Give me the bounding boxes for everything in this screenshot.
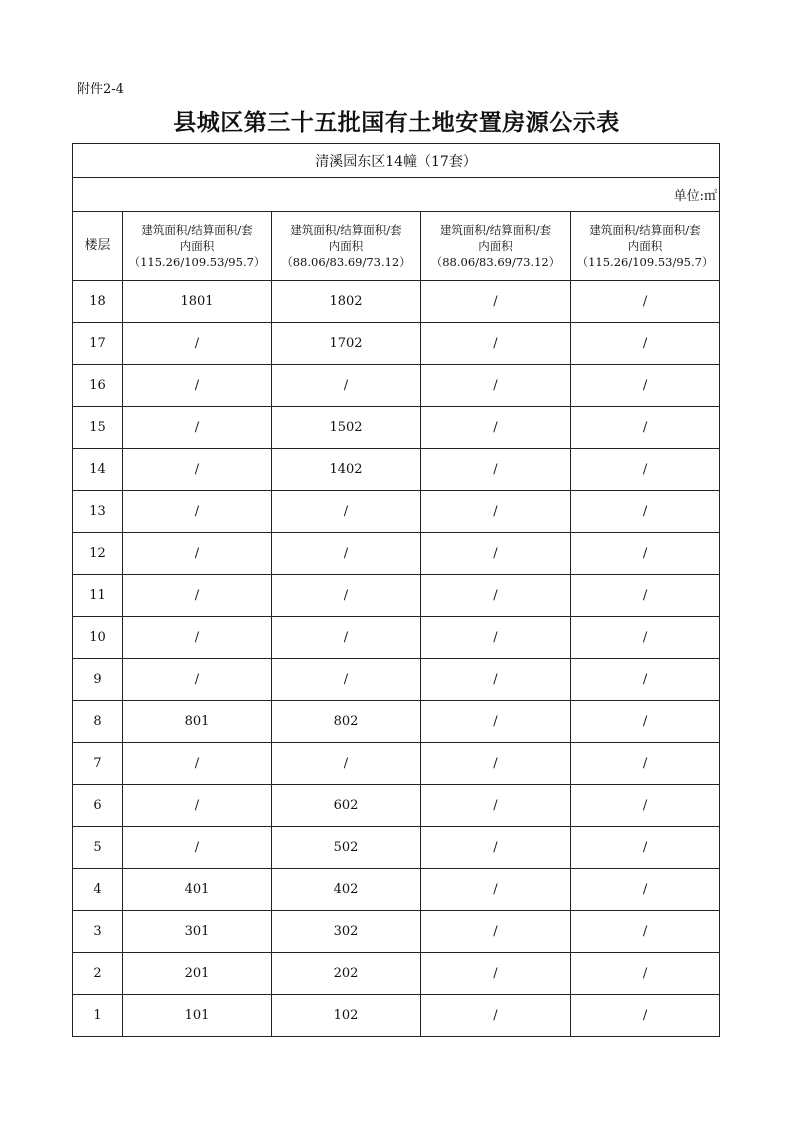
column-header-line3: （115.26/109.53/95.7） bbox=[576, 255, 714, 269]
unit-cell: 801 bbox=[123, 701, 272, 743]
table-row bbox=[73, 617, 720, 659]
table-row bbox=[73, 701, 720, 743]
unit-cell: / bbox=[123, 743, 272, 785]
unit-cell: / bbox=[571, 323, 720, 365]
attachment-label: 附件2-4 bbox=[77, 82, 124, 97]
floor-cell: 16 bbox=[73, 365, 123, 407]
floor-cell: 15 bbox=[73, 407, 123, 449]
unit-cell: / bbox=[123, 407, 272, 449]
column-header bbox=[123, 212, 272, 281]
unit-cell: / bbox=[421, 365, 571, 407]
table-row bbox=[73, 407, 720, 449]
unit-cell: / bbox=[421, 281, 571, 323]
table-row bbox=[73, 365, 720, 407]
unit-cell: / bbox=[123, 827, 272, 869]
unit-cell: / bbox=[571, 785, 720, 827]
table-row bbox=[73, 281, 720, 323]
unit-cell: / bbox=[123, 491, 272, 533]
unit-cell: / bbox=[421, 827, 571, 869]
table-row bbox=[73, 827, 720, 869]
floor-cell: 6 bbox=[73, 785, 123, 827]
unit-cell: 1702 bbox=[272, 323, 421, 365]
floor-cell: 7 bbox=[73, 743, 123, 785]
unit-cell: / bbox=[421, 743, 571, 785]
housing-table bbox=[72, 143, 720, 1037]
unit-cell: 1402 bbox=[272, 449, 421, 491]
table-row bbox=[73, 323, 720, 365]
column-header-line1: 建筑面积/结算面积/套 bbox=[589, 223, 701, 237]
unit-cell: / bbox=[421, 785, 571, 827]
table-row bbox=[73, 575, 720, 617]
unit-cell: 401 bbox=[123, 869, 272, 911]
unit-cell: / bbox=[123, 323, 272, 365]
floor-cell: 8 bbox=[73, 701, 123, 743]
unit-cell: / bbox=[421, 407, 571, 449]
unit-cell: 1801 bbox=[123, 281, 272, 323]
unit-cell: / bbox=[571, 743, 720, 785]
unit-cell: 302 bbox=[272, 911, 421, 953]
column-header-line1: 建筑面积/结算面积/套 bbox=[439, 223, 552, 237]
column-header-line1: 建筑面积/结算面积/套 bbox=[141, 223, 253, 237]
unit-cell: 502 bbox=[272, 827, 421, 869]
table-row bbox=[73, 659, 720, 701]
unit-cell: / bbox=[571, 575, 720, 617]
unit-cell: / bbox=[421, 953, 571, 995]
floor-cell: 17 bbox=[73, 323, 123, 365]
column-header-line2: 内面积 bbox=[328, 239, 364, 253]
column-header bbox=[272, 212, 421, 281]
unit-cell: 1802 bbox=[272, 281, 421, 323]
column-header-line3: （88.06/83.69/73.12） bbox=[430, 255, 561, 269]
header-row bbox=[73, 212, 720, 281]
floor-cell: 13 bbox=[73, 491, 123, 533]
unit-cell: / bbox=[421, 701, 571, 743]
unit-cell: / bbox=[421, 911, 571, 953]
unit-cell: / bbox=[421, 575, 571, 617]
unit-cell: / bbox=[571, 449, 720, 491]
unit-cell: / bbox=[123, 533, 272, 575]
unit-cell: / bbox=[123, 785, 272, 827]
unit-cell: 202 bbox=[272, 953, 421, 995]
unit-cell: / bbox=[123, 449, 272, 491]
table-subtitle: 清溪园东区14幢（17套） bbox=[73, 144, 720, 178]
table-row bbox=[73, 785, 720, 827]
table-row bbox=[73, 449, 720, 491]
unit-cell: / bbox=[571, 869, 720, 911]
floor-cell: 14 bbox=[73, 449, 123, 491]
unit-cell: / bbox=[571, 911, 720, 953]
unit-cell: / bbox=[272, 491, 421, 533]
floor-cell: 11 bbox=[73, 575, 123, 617]
column-header-line3: （88.06/83.69/73.12） bbox=[281, 255, 411, 269]
unit-cell: / bbox=[272, 617, 421, 659]
unit-cell: 101 bbox=[123, 995, 272, 1037]
unit-cell: 602 bbox=[272, 785, 421, 827]
unit-cell: / bbox=[571, 995, 720, 1037]
floor-header: 楼层 bbox=[73, 212, 123, 281]
page-title: 县城区第三十五批国有土地安置房源公示表 bbox=[173, 109, 620, 136]
table-row bbox=[73, 491, 720, 533]
unit-cell: 402 bbox=[272, 869, 421, 911]
unit-cell: / bbox=[571, 617, 720, 659]
unit-label: 单位:㎡ bbox=[73, 178, 720, 212]
column-header bbox=[421, 212, 571, 281]
column-header-line2: 内面积 bbox=[627, 239, 663, 253]
unit-cell: / bbox=[571, 827, 720, 869]
unit-cell: / bbox=[272, 365, 421, 407]
floor-cell: 1 bbox=[73, 995, 123, 1037]
unit-cell: / bbox=[571, 701, 720, 743]
unit-cell: / bbox=[421, 491, 571, 533]
unit-cell: / bbox=[571, 491, 720, 533]
column-header-line1: 建筑面积/结算面积/套 bbox=[290, 223, 402, 237]
unit-cell: 201 bbox=[123, 953, 272, 995]
column-header-line2: 内面积 bbox=[478, 239, 513, 253]
unit-cell: / bbox=[272, 743, 421, 785]
floor-cell: 2 bbox=[73, 953, 123, 995]
unit-cell: / bbox=[571, 953, 720, 995]
unit-cell: / bbox=[123, 575, 272, 617]
unit-cell: 102 bbox=[272, 995, 421, 1037]
unit-cell: / bbox=[421, 449, 571, 491]
unit-cell: / bbox=[421, 995, 571, 1037]
table-row bbox=[73, 995, 720, 1037]
unit-cell: / bbox=[571, 407, 720, 449]
unit-cell: 802 bbox=[272, 701, 421, 743]
table-row bbox=[73, 953, 720, 995]
unit-row bbox=[73, 178, 720, 212]
table-row bbox=[73, 911, 720, 953]
unit-cell: / bbox=[421, 617, 571, 659]
unit-cell: / bbox=[571, 533, 720, 575]
floor-cell: 5 bbox=[73, 827, 123, 869]
unit-cell: / bbox=[421, 659, 571, 701]
unit-cell: / bbox=[123, 365, 272, 407]
table-row bbox=[73, 743, 720, 785]
floor-cell: 12 bbox=[73, 533, 123, 575]
subtitle-row bbox=[73, 144, 720, 178]
floor-cell: 4 bbox=[73, 869, 123, 911]
unit-cell: / bbox=[272, 659, 421, 701]
unit-cell: / bbox=[571, 281, 720, 323]
unit-cell: / bbox=[421, 869, 571, 911]
unit-cell: / bbox=[272, 533, 421, 575]
unit-cell: / bbox=[272, 575, 421, 617]
unit-cell: / bbox=[123, 617, 272, 659]
unit-cell: / bbox=[571, 365, 720, 407]
floor-cell: 9 bbox=[73, 659, 123, 701]
floor-cell: 10 bbox=[73, 617, 123, 659]
table-row bbox=[73, 533, 720, 575]
unit-cell: / bbox=[421, 323, 571, 365]
floor-cell: 18 bbox=[73, 281, 123, 323]
unit-cell: / bbox=[123, 659, 272, 701]
unit-cell: / bbox=[571, 659, 720, 701]
column-header-line3: （115.26/109.53/95.7） bbox=[128, 255, 266, 269]
table-row bbox=[73, 869, 720, 911]
column-header-line2: 内面积 bbox=[179, 239, 215, 253]
unit-cell: 1502 bbox=[272, 407, 421, 449]
unit-cell: 301 bbox=[123, 911, 272, 953]
floor-cell: 3 bbox=[73, 911, 123, 953]
column-header bbox=[571, 212, 720, 281]
unit-cell: / bbox=[421, 533, 571, 575]
